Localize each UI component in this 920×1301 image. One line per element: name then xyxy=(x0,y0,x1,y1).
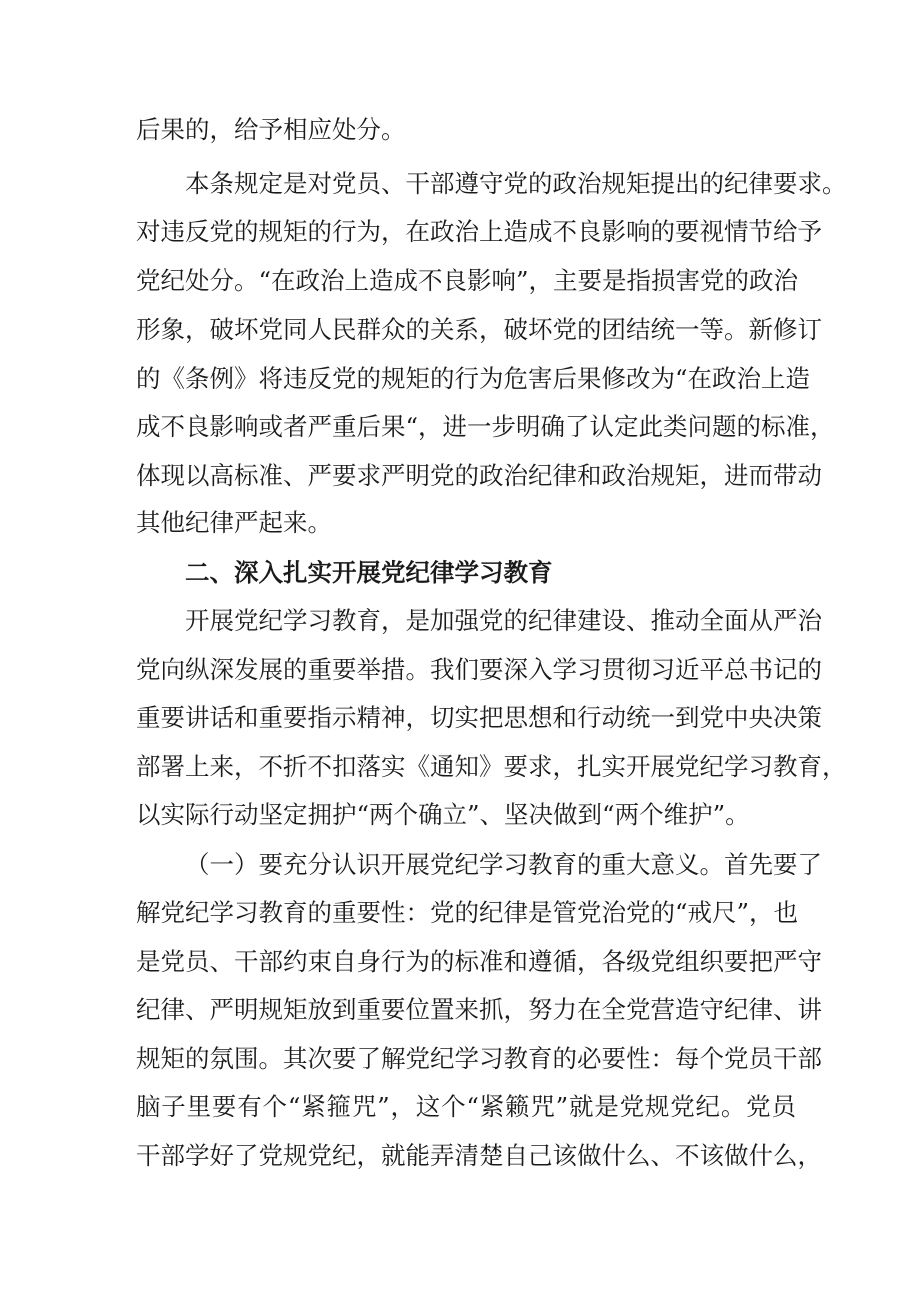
body-text-line: 规矩的氛围。其次要了解党纪学习教育的必要性：每个党员干部 xyxy=(136,1044,822,1073)
body-text-line: 脑子里要有个“紧箍咒”，这个“紧籁咒”就是党规党纪。党员 xyxy=(136,1092,796,1121)
body-text-line: 干部学好了党规党纪，就能弄清楚自己该做什么、不该做什么， xyxy=(136,1141,822,1170)
body-text-line: （一）要充分认识开展党纪学习教育的重大意义。首先要了 xyxy=(185,850,822,879)
body-text-line: 是党员、干部约束自身行为的标准和遵循，各级党组织要把严守 xyxy=(136,947,822,976)
body-text-line: 解党纪学习教育的重要性：党的纪律是管党治党的“戒尺”，也 xyxy=(136,898,799,927)
body-text-line: 形象，破坏党同人民群众的关系，破坏党的团结统一等。新修订 xyxy=(136,315,822,344)
body-text-line: 的《条例》将违反党的规矩的行为危害后果修改为“在政治上造 xyxy=(136,364,811,393)
body-text-line: 党纪处分。“在政治上造成不良影响”，主要是指损害党的政治 xyxy=(136,266,799,295)
body-text-line: 后果的，给予相应处分。 xyxy=(136,115,406,144)
body-text-line: 对违反党的规矩的行为，在政治上造成不良影响的要视情节给予 xyxy=(136,217,822,246)
body-text-line: 重要讲话和重要指示精神，切实把思想和行动统一到党中央决策 xyxy=(136,703,822,732)
body-text-line: 成不良影响或者严重后果“，进一步明确了认定此类问题的标准， xyxy=(136,412,835,441)
body-text-line: 体现以高标准、严要求严明党的政治纪律和政治规矩，进而带动 xyxy=(136,461,822,490)
body-text-line: 纪律、严明规矩放到重要位置来抓，努力在全党营造守纪律、讲 xyxy=(136,995,822,1024)
section-heading: 二、深入扎实开展党纪律学习教育 xyxy=(185,558,553,587)
body-text-line: 以实际行动坚定拥护“两个确立”、坚决做到“两个维护”。 xyxy=(136,800,750,829)
body-text-line: 部署上来，不折不扣落实《通知》要求，扎实开展党纪学习教育， xyxy=(136,752,847,781)
body-text-line: 本条规定是对党员、干部遵守党的政治规矩提出的纪律要求。 xyxy=(185,169,847,198)
body-text-line: 党向纵深发展的重要举措。我们要深入学习贯彻习近平总书记的 xyxy=(136,655,822,684)
body-text-line: 开展党纪学习教育，是加强党的纪律建设、推动全面从严治 xyxy=(185,606,822,635)
body-text-line: 其他纪律严起来。 xyxy=(136,508,332,537)
